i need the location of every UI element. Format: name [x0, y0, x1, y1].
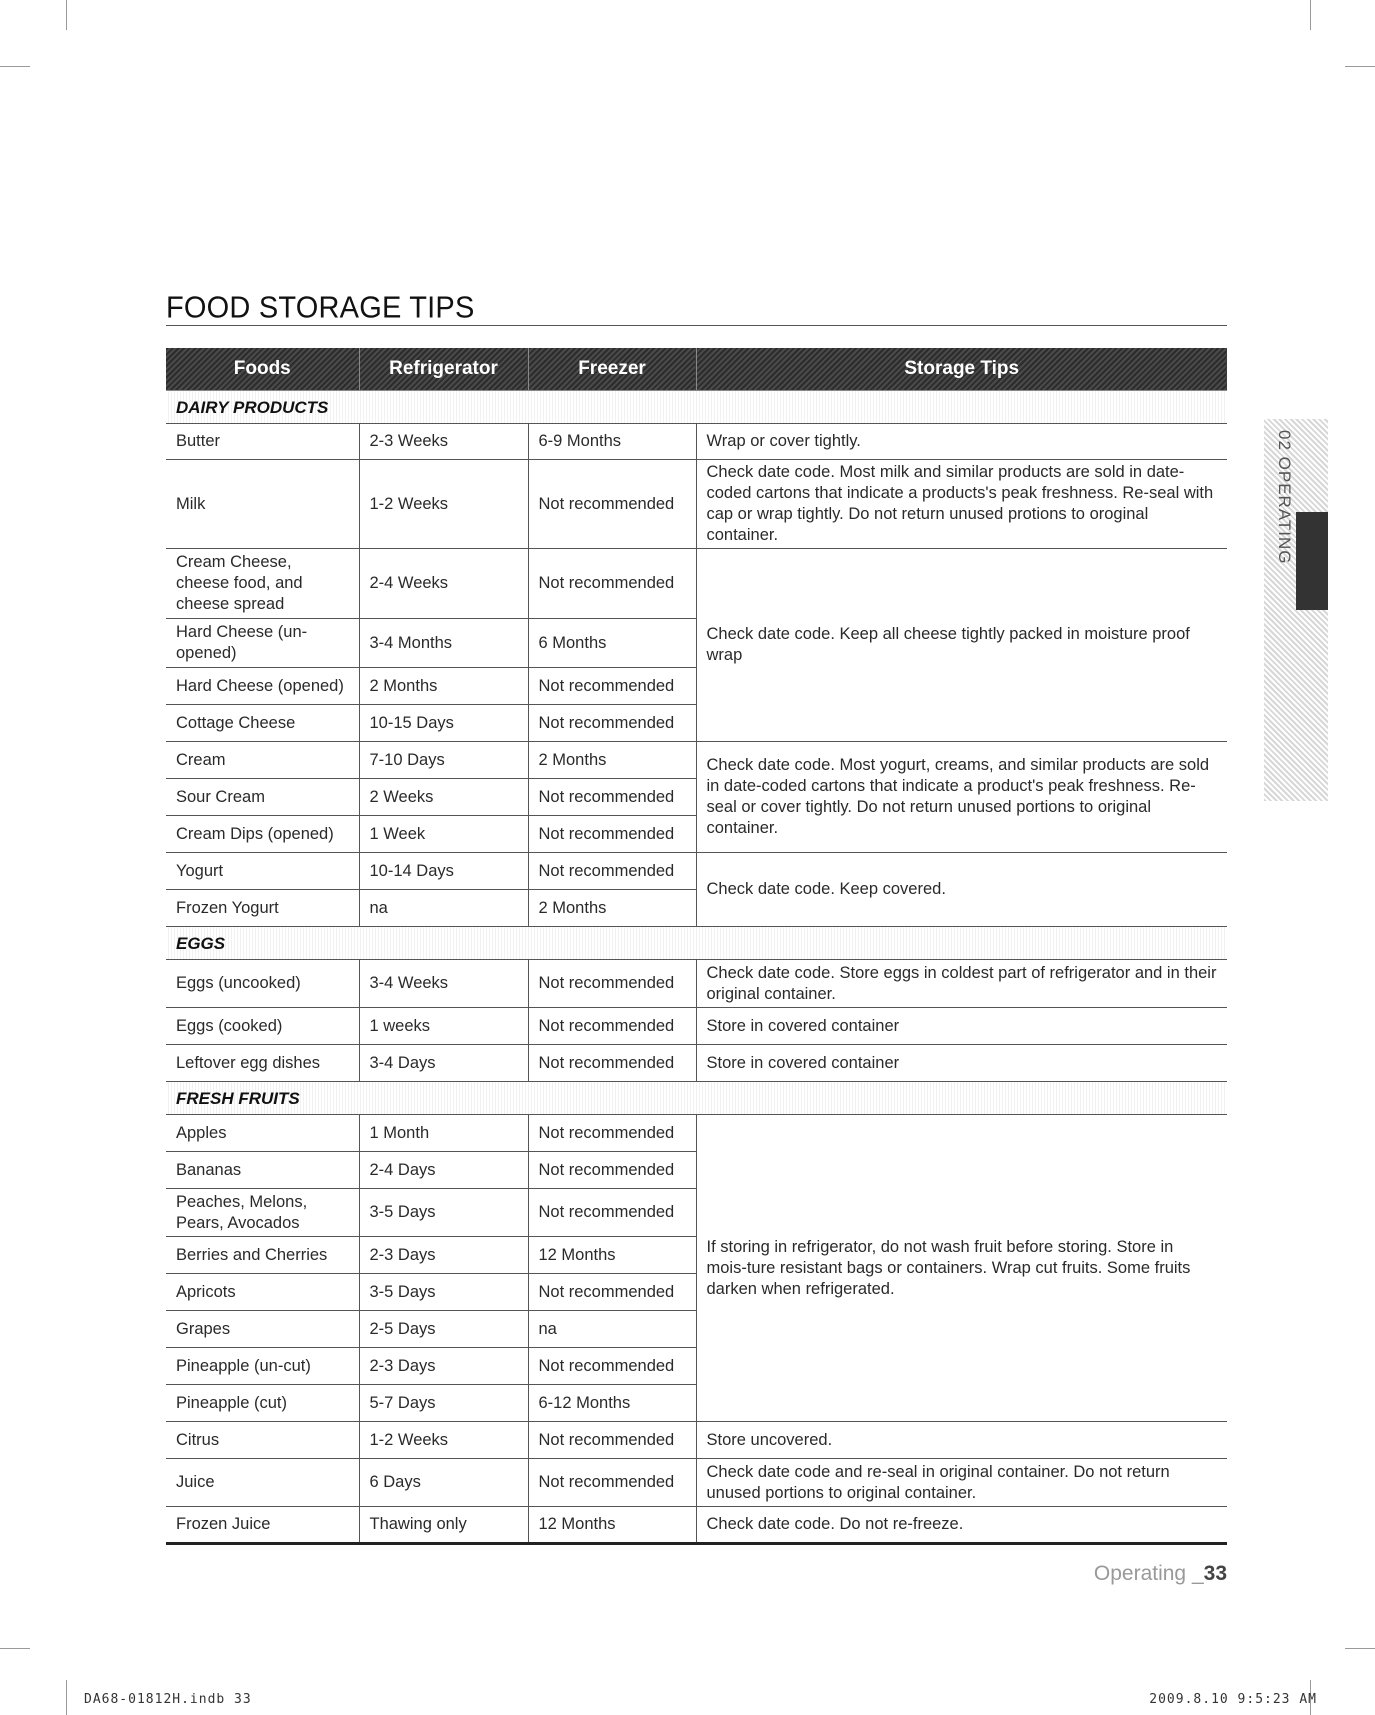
freezer-cell: Not recommended: [528, 779, 696, 816]
freezer-cell: Not recommended: [528, 1274, 696, 1311]
tip-cell: Check date code. Most yogurt, creams, and similar products are sold in date-coded cartons that indicate a product's peak freshness. Re-seal or cover tightly. Do not return unused portions to original container.: [696, 742, 1227, 853]
page-number: 33: [1203, 1562, 1227, 1585]
refrigerator-cell: 1 weeks: [359, 1008, 528, 1045]
table-row: [166, 853, 1227, 890]
refrigerator-cell: 2-3 Weeks: [359, 424, 528, 460]
food-cell: Cottage Cheese: [166, 705, 359, 742]
crop-mark: [0, 66, 30, 67]
section-label: EGGS: [166, 927, 1227, 960]
tip-cell: Check date code. Store eggs in coldest part of refrigerator and in their original container.: [696, 960, 1227, 1008]
table-row: [166, 742, 1227, 779]
freezer-cell: Not recommended: [528, 1348, 696, 1385]
freezer-cell: Not recommended: [528, 1008, 696, 1045]
food-cell: Cream: [166, 742, 359, 779]
food-cell: Citrus: [166, 1422, 359, 1459]
refrigerator-cell: 2-5 Days: [359, 1311, 528, 1348]
freezer-cell: Not recommended: [528, 705, 696, 742]
food-cell: Bananas: [166, 1152, 359, 1189]
column-header-freezer: Freezer: [528, 348, 696, 391]
section-label: FRESH FRUITS: [166, 1082, 1227, 1115]
food-cell: Eggs (uncooked): [166, 960, 359, 1008]
table-row: [166, 549, 1227, 619]
refrigerator-cell: 2-3 Days: [359, 1237, 528, 1274]
table-row: [166, 1422, 1227, 1459]
food-cell: Leftover egg dishes: [166, 1045, 359, 1082]
refrigerator-cell: 1-2 Weeks: [359, 1422, 528, 1459]
table-row: [166, 424, 1227, 460]
tip-cell: If storing in refrigerator, do not wash fruit before storing. Store in mois-ture resistant bags or containers. Wrap cut fruits. Some fruits darken when refrigerated.: [696, 1115, 1227, 1422]
column-header-foods: Foods: [166, 348, 359, 391]
freezer-cell: Not recommended: [528, 1152, 696, 1189]
freezer-cell: Not recommended: [528, 960, 696, 1008]
tip-cell: Check date code and re-seal in original container. Do not return unused portions to original container.: [696, 1459, 1227, 1507]
refrigerator-cell: 7-10 Days: [359, 742, 528, 779]
freezer-cell: Not recommended: [528, 1115, 696, 1152]
food-cell: Peaches, Melons, Pears, Avocados: [166, 1189, 359, 1237]
freezer-cell: Not recommended: [528, 460, 696, 549]
refrigerator-cell: 10-14 Days: [359, 853, 528, 890]
tip-cell: Wrap or cover tightly.: [696, 424, 1227, 460]
food-cell: Cream Cheese, cheese food, and cheese spread: [166, 549, 359, 619]
food-cell: Hard Cheese (opened): [166, 668, 359, 705]
refrigerator-cell: 2-4 Days: [359, 1152, 528, 1189]
freezer-cell: Not recommended: [528, 1189, 696, 1237]
table-row: [166, 1115, 1227, 1152]
column-header-storage-tips: Storage Tips: [696, 348, 1227, 391]
tip-cell: Check date code. Do not re-freeze.: [696, 1507, 1227, 1544]
refrigerator-cell: 6 Days: [359, 1459, 528, 1507]
freezer-cell: 2 Months: [528, 742, 696, 779]
tip-cell: Check date code. Keep all cheese tightly packed in moisture proof wrap: [696, 549, 1227, 742]
refrigerator-cell: 3-4 Months: [359, 619, 528, 668]
refrigerator-cell: 3-5 Days: [359, 1274, 528, 1311]
crop-mark: [0, 1648, 30, 1649]
food-cell: Grapes: [166, 1311, 359, 1348]
freezer-cell: Not recommended: [528, 853, 696, 890]
print-file-info: DA68-01812H.indb 33: [84, 1692, 252, 1707]
column-header-refrigerator: Refrigerator: [359, 348, 528, 391]
section-row-dairy: [166, 391, 1227, 424]
freezer-cell: Not recommended: [528, 1045, 696, 1082]
food-cell: Butter: [166, 424, 359, 460]
freezer-cell: 2 Months: [528, 890, 696, 927]
food-cell: Sour Cream: [166, 779, 359, 816]
chapter-tab-marker: [1296, 512, 1328, 610]
tip-cell: Store uncovered.: [696, 1422, 1227, 1459]
section-name: Operating _: [1093, 1562, 1204, 1585]
refrigerator-cell: 3-4 Weeks: [359, 960, 528, 1008]
section-row-eggs: [166, 927, 1227, 960]
freezer-cell: Not recommended: [528, 668, 696, 705]
table-row: [166, 1459, 1227, 1507]
food-cell: Apricots: [166, 1274, 359, 1311]
refrigerator-cell: Thawing only: [359, 1507, 528, 1544]
freezer-cell: 6 Months: [528, 619, 696, 668]
food-cell: Frozen Yogurt: [166, 890, 359, 927]
food-cell: Yogurt: [166, 853, 359, 890]
food-cell: Eggs (cooked): [166, 1008, 359, 1045]
food-storage-table: [166, 348, 1227, 1545]
freezer-cell: Not recommended: [528, 1422, 696, 1459]
refrigerator-cell: 1 Month: [359, 1115, 528, 1152]
crop-mark: [1310, 0, 1311, 30]
table-row: [166, 460, 1227, 549]
section-row-fresh-fruits: [166, 1082, 1227, 1115]
food-cell: Pineapple (cut): [166, 1385, 359, 1422]
tip-cell: Store in covered container: [696, 1045, 1227, 1082]
freezer-cell: Not recommended: [528, 1459, 696, 1507]
food-cell: Juice: [166, 1459, 359, 1507]
freezer-cell: 12 Months: [528, 1507, 696, 1544]
table-row: [166, 960, 1227, 1008]
food-cell: Frozen Juice: [166, 1507, 359, 1544]
food-cell: Pineapple (un-cut): [166, 1348, 359, 1385]
freezer-cell: na: [528, 1311, 696, 1348]
food-cell: Hard Cheese (un-opened): [166, 619, 359, 668]
refrigerator-cell: na: [359, 890, 528, 927]
refrigerator-cell: 2 Weeks: [359, 779, 528, 816]
food-cell: Apples: [166, 1115, 359, 1152]
crop-mark: [1345, 66, 1375, 67]
table-row: [166, 1008, 1227, 1045]
tip-cell: Check date code. Keep covered.: [696, 853, 1227, 927]
crop-mark: [66, 1680, 67, 1715]
freezer-cell: Not recommended: [528, 549, 696, 619]
freezer-cell: 6-12 Months: [528, 1385, 696, 1422]
food-cell: Berries and Cherries: [166, 1237, 359, 1274]
table-row: [166, 1507, 1227, 1544]
section-label: DAIRY PRODUCTS: [166, 391, 1227, 424]
title-divider: [166, 325, 1227, 326]
table-row: [166, 1045, 1227, 1082]
crop-mark: [66, 0, 67, 30]
tip-cell: Check date code. Most milk and similar products are sold in date-coded cartons that indicate a products's peak freshness. Re-seal with cap or wrap tightly. Do not return unused protions to oroginal container.: [696, 460, 1227, 549]
refrigerator-cell: 2 Months: [359, 668, 528, 705]
freezer-cell: 12 Months: [528, 1237, 696, 1274]
refrigerator-cell: 1-2 Weeks: [359, 460, 528, 549]
refrigerator-cell: 3-5 Days: [359, 1189, 528, 1237]
page-title: FOOD STORAGE TIPS: [166, 291, 475, 325]
refrigerator-cell: 1 Week: [359, 816, 528, 853]
print-timestamp: 2009.8.10 9:5:23 AM: [1149, 1692, 1317, 1707]
freezer-cell: Not recommended: [528, 816, 696, 853]
page-footer-label: [1094, 1562, 1227, 1586]
freezer-cell: 6-9 Months: [528, 424, 696, 460]
refrigerator-cell: 5-7 Days: [359, 1385, 528, 1422]
crop-mark: [1345, 1648, 1375, 1649]
chapter-tab-label: 02 OPERATING: [1275, 430, 1294, 565]
food-cell: Cream Dips (opened): [166, 816, 359, 853]
refrigerator-cell: 10-15 Days: [359, 705, 528, 742]
refrigerator-cell: 3-4 Days: [359, 1045, 528, 1082]
header-row: [166, 348, 1227, 391]
food-cell: Milk: [166, 460, 359, 549]
tip-cell: Store in covered container: [696, 1008, 1227, 1045]
refrigerator-cell: 2-4 Weeks: [359, 549, 528, 619]
refrigerator-cell: 2-3 Days: [359, 1348, 528, 1385]
